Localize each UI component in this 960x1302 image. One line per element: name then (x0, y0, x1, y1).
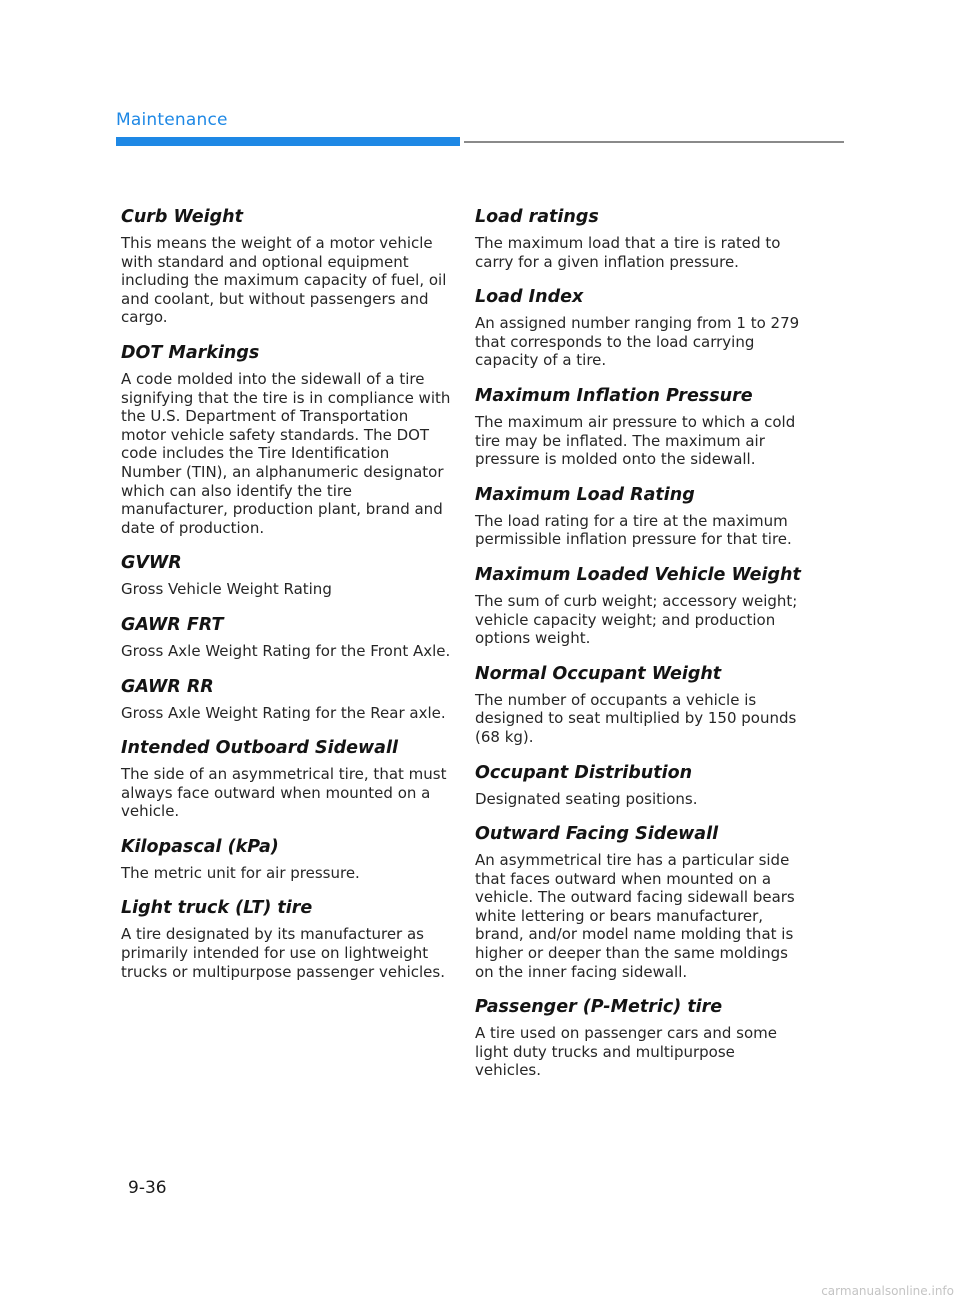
entry-definition: The sum of curb weight; accessory weight; vehicle capacity weight; and production options weight. (475, 591, 798, 648)
glossary-entry (475, 286, 805, 370)
entry-term: Light truck (LT) tire (121, 898, 313, 919)
left-column (121, 206, 451, 996)
glossary-entry (475, 484, 805, 549)
entry-term: Outward Facing Sidewall (475, 824, 719, 845)
entry-definition: A code molded into the sidewall of a tire signifying that the tire is in compliance with the U.S. Department of Transportation motor vehicle safety standards. The DOT code includes the Tire Identification Number (TIN), an alphanumeric designator which can also identify the tire manufacturer, production plant, brand and date of production. (121, 369, 451, 537)
page-number: 9-36 (128, 1178, 167, 1198)
glossary-entry (121, 836, 451, 883)
glossary-entry (475, 996, 805, 1080)
entry-definition: The maximum load that a tire is rated to carry for a given inflation pressure. (475, 234, 781, 271)
entry-term: Maximum Inflation Pressure (475, 385, 753, 406)
right-column (475, 206, 805, 1095)
entry-definition: The maximum air pressure to which a cold tire may be inflated. The maximum air pressure is molded onto the sidewall. (475, 412, 796, 469)
entry-definition: The number of occupants a vehicle is designed to seat multiplied by 150 pounds (68 kg). (475, 690, 797, 746)
entry-term: Maximum Loaded Vehicle Weight (475, 564, 801, 585)
entry-definition: Gross Vehicle Weight Rating (121, 580, 332, 599)
glossary-entry (475, 385, 805, 469)
glossary-entry (121, 676, 451, 723)
entry-definition: Designated seating positions. (475, 789, 698, 808)
entry-term: Maximum Load Rating (475, 484, 695, 505)
glossary-entry (475, 564, 805, 648)
entry-term: Kilopascal (kPa) (121, 836, 279, 857)
entry-definition: A tire designated by its manufacturer as primarily intended for use on lightweight trucks or multipurpose passenger vehicles. (121, 925, 445, 981)
entry-definition: An asymmetrical tire has a particular side that faces outward when mounted on a vehicle. The outward facing sidewall bears white lettering or bears manufacturer, brand, and/or model name molding that is higher or deeper than the same moldings on the inner facing sidewall. (475, 851, 795, 981)
glossary-entry (475, 206, 805, 271)
entry-definition: An assigned number ranging from 1 to 279 that corresponds to the load carrying capacity of a tire. (475, 314, 800, 370)
entry-term: Load ratings (475, 207, 599, 227)
entry-definition: Gross Axle Weight Rating for the Rear axle. (121, 703, 446, 722)
header-accent-bar (116, 137, 460, 146)
header-divider (464, 141, 844, 143)
watermark: carmanualsonline.info (821, 1284, 954, 1298)
glossary-entry (475, 663, 805, 747)
entry-term: Intended Outboard Sidewall (121, 738, 398, 759)
entry-definition: Gross Axle Weight Rating for the Front Axle. (121, 641, 451, 660)
entry-definition: This means the weight of a motor vehicle with standard and optional equipment including the maximum capacity of fuel, oil and coolant, but without passengers and cargo. (121, 234, 447, 327)
glossary-entry (121, 206, 451, 327)
glossary-entry (121, 614, 451, 661)
glossary-entry (475, 762, 805, 809)
glossary-entry (475, 823, 805, 981)
entry-definition: The load rating for a tire at the maximum permissible inflation pressure for that tire. (475, 511, 792, 549)
entry-term: Normal Occupant Weight (475, 663, 722, 684)
entry-term: GVWR (121, 553, 182, 574)
glossary-entry (121, 552, 451, 599)
glossary-entry (121, 737, 451, 821)
entry-term: GAWR RR (121, 676, 214, 697)
glossary-entry (121, 342, 451, 537)
entry-definition: A tire used on passenger cars and some light duty trucks and multipurpose vehicles. (475, 1024, 777, 1080)
entry-term: Occupant Distribution (475, 762, 693, 783)
entry-definition: The side of an asymmetrical tire, that must always face outward when mounted on a vehicle. (121, 765, 447, 821)
entry-term: Passenger (P-Metric) tire (475, 997, 723, 1018)
entry-term: DOT Markings (121, 342, 260, 363)
section-label: Maintenance (116, 110, 228, 130)
entry-term: Load Index (475, 287, 584, 308)
entry-definition: The metric unit for air pressure. (121, 863, 360, 882)
entry-term: Curb Weight (121, 207, 243, 227)
glossary-entry (121, 897, 451, 981)
entry-term: GAWR FRT (121, 614, 224, 635)
